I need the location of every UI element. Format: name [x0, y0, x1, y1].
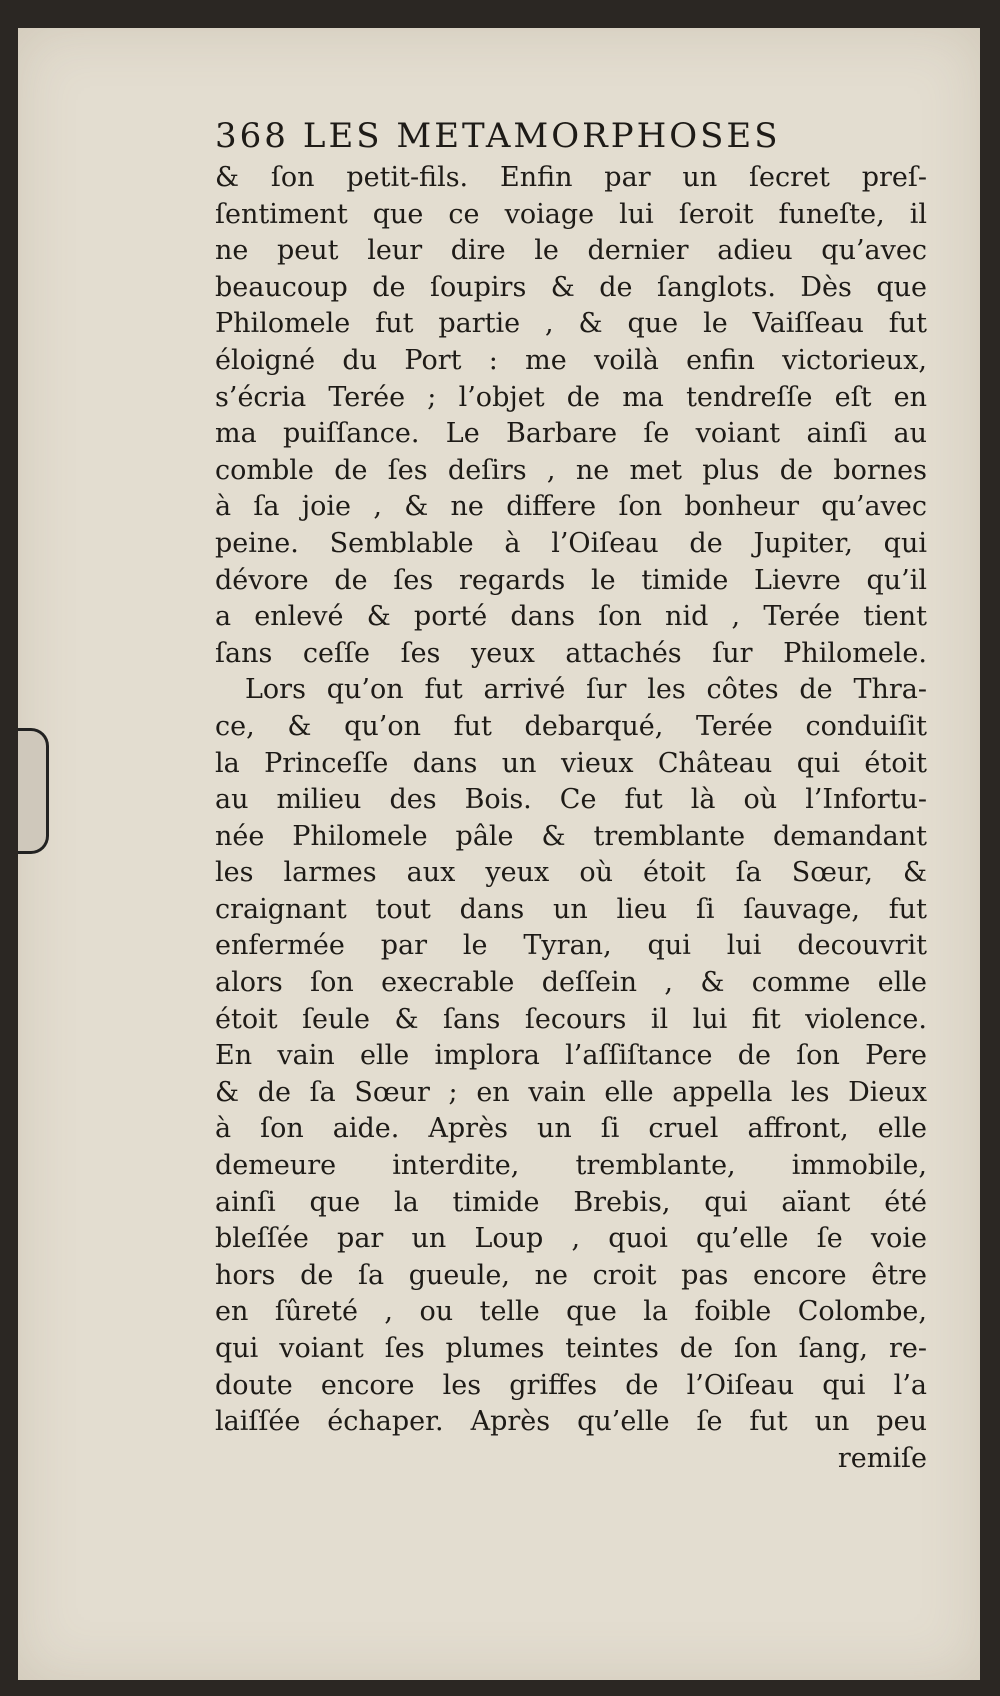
text-line: alors ſon execrable deſſein , & comme elle [215, 967, 927, 999]
text-line: née Philomele pâle & tremblante demandant [215, 820, 927, 852]
text-line: beaucoup de ſoupirs & de ſanglots. Dès que [215, 271, 927, 303]
text-line: au milieu des Bois. Ce fut là où l’Infortu- [215, 784, 927, 816]
text-line: & de ſa Sœur ; en vain elle appella les Dieux [215, 1076, 927, 1108]
text-line: étoit ſeule & ſans ſecours il lui fit violence. [215, 1003, 927, 1035]
running-head [215, 112, 927, 160]
text-line: en ſûreté , ou telle que la foible Colombe, [215, 1296, 927, 1328]
text-line: s’écria Terée ; l’objet de ma tendreſſe eſt en [215, 381, 927, 413]
running-head-title: LES METAMORPHOSES [302, 116, 781, 156]
text-line: Philomele fut partie , & que le Vaiſſeau fut [215, 308, 927, 340]
text-line: à ſon aide. Après un ſi cruel affront, elle [215, 1113, 927, 1145]
text-line: ma puiſſance. Le Barbare ſe voiant ainſi au [215, 418, 927, 450]
text-line: comble de ſes deſirs , ne met plus de bornes [215, 454, 927, 486]
page-number: 368 [215, 116, 289, 156]
text-line: a enlevé & porté dans ſon nid , Terée tient [215, 601, 927, 633]
text-line: enfermée par le Tyran, qui lui decouvrit [215, 930, 927, 962]
text-line: ainſi que la timide Brebis, qui aïant été [215, 1186, 927, 1218]
text-line: dévore de ſes regards le timide Lievre qu’il [215, 564, 927, 596]
text-block [215, 112, 927, 1477]
text-line: qui voiant ſes plumes teintes de ſon ſang, re- [215, 1333, 927, 1364]
text-line: ne peut leur dire le dernier adieu qu’avec [215, 235, 927, 267]
text-line: peine. Semblable à l’Oiſeau de Jupiter, qui [215, 527, 927, 559]
text-line: à ſa joie , & ne differe ſon bonheur qu’avec [215, 491, 927, 523]
text-line: & ſon petit-fils. Enfin par un ſecret preſ- [215, 162, 927, 193]
binding-clip [18, 728, 49, 854]
text-line: doute encore les griffes de l’Oiſeau qui l’a [215, 1369, 927, 1401]
text-line: En vain elle implora l’aſſiſtance de ſon Pere [215, 1040, 927, 1072]
text-line: ſans ceſſe ſes yeux attachés ſur Philomele. [215, 637, 927, 669]
text-line: ſentiment que ce voiage lui ſeroit funeſte, il [215, 198, 927, 230]
text-line: les larmes aux yeux où étoit ſa Sœur, & [215, 857, 927, 889]
text-line: laiſſée échaper. Après qu’elle ſe fut un peu [215, 1406, 927, 1438]
text-line: Lors qu’on fut arrivé ſur les côtes de Thra- [245, 674, 927, 706]
text-line: ce, & qu’on fut debarqué, Terée conduiſit [215, 710, 927, 742]
text-line: éloigné du Port : me voilà enfin victorieux, [215, 344, 927, 376]
catchword: remiſe [837, 1442, 927, 1474]
text-line: craignant tout dans un lieu ſi ſauvage, fut [215, 893, 927, 925]
text-line: demeure interdite, tremblante, immobile, [215, 1150, 927, 1182]
text-line: hors de ſa gueule, ne croit pas encore être [215, 1259, 927, 1291]
text-line: bleſſée par un Loup , quoi qu’elle ſe voie [215, 1223, 927, 1255]
text-line: la Princeſſe dans un vieux Château qui étoit [215, 747, 927, 779]
